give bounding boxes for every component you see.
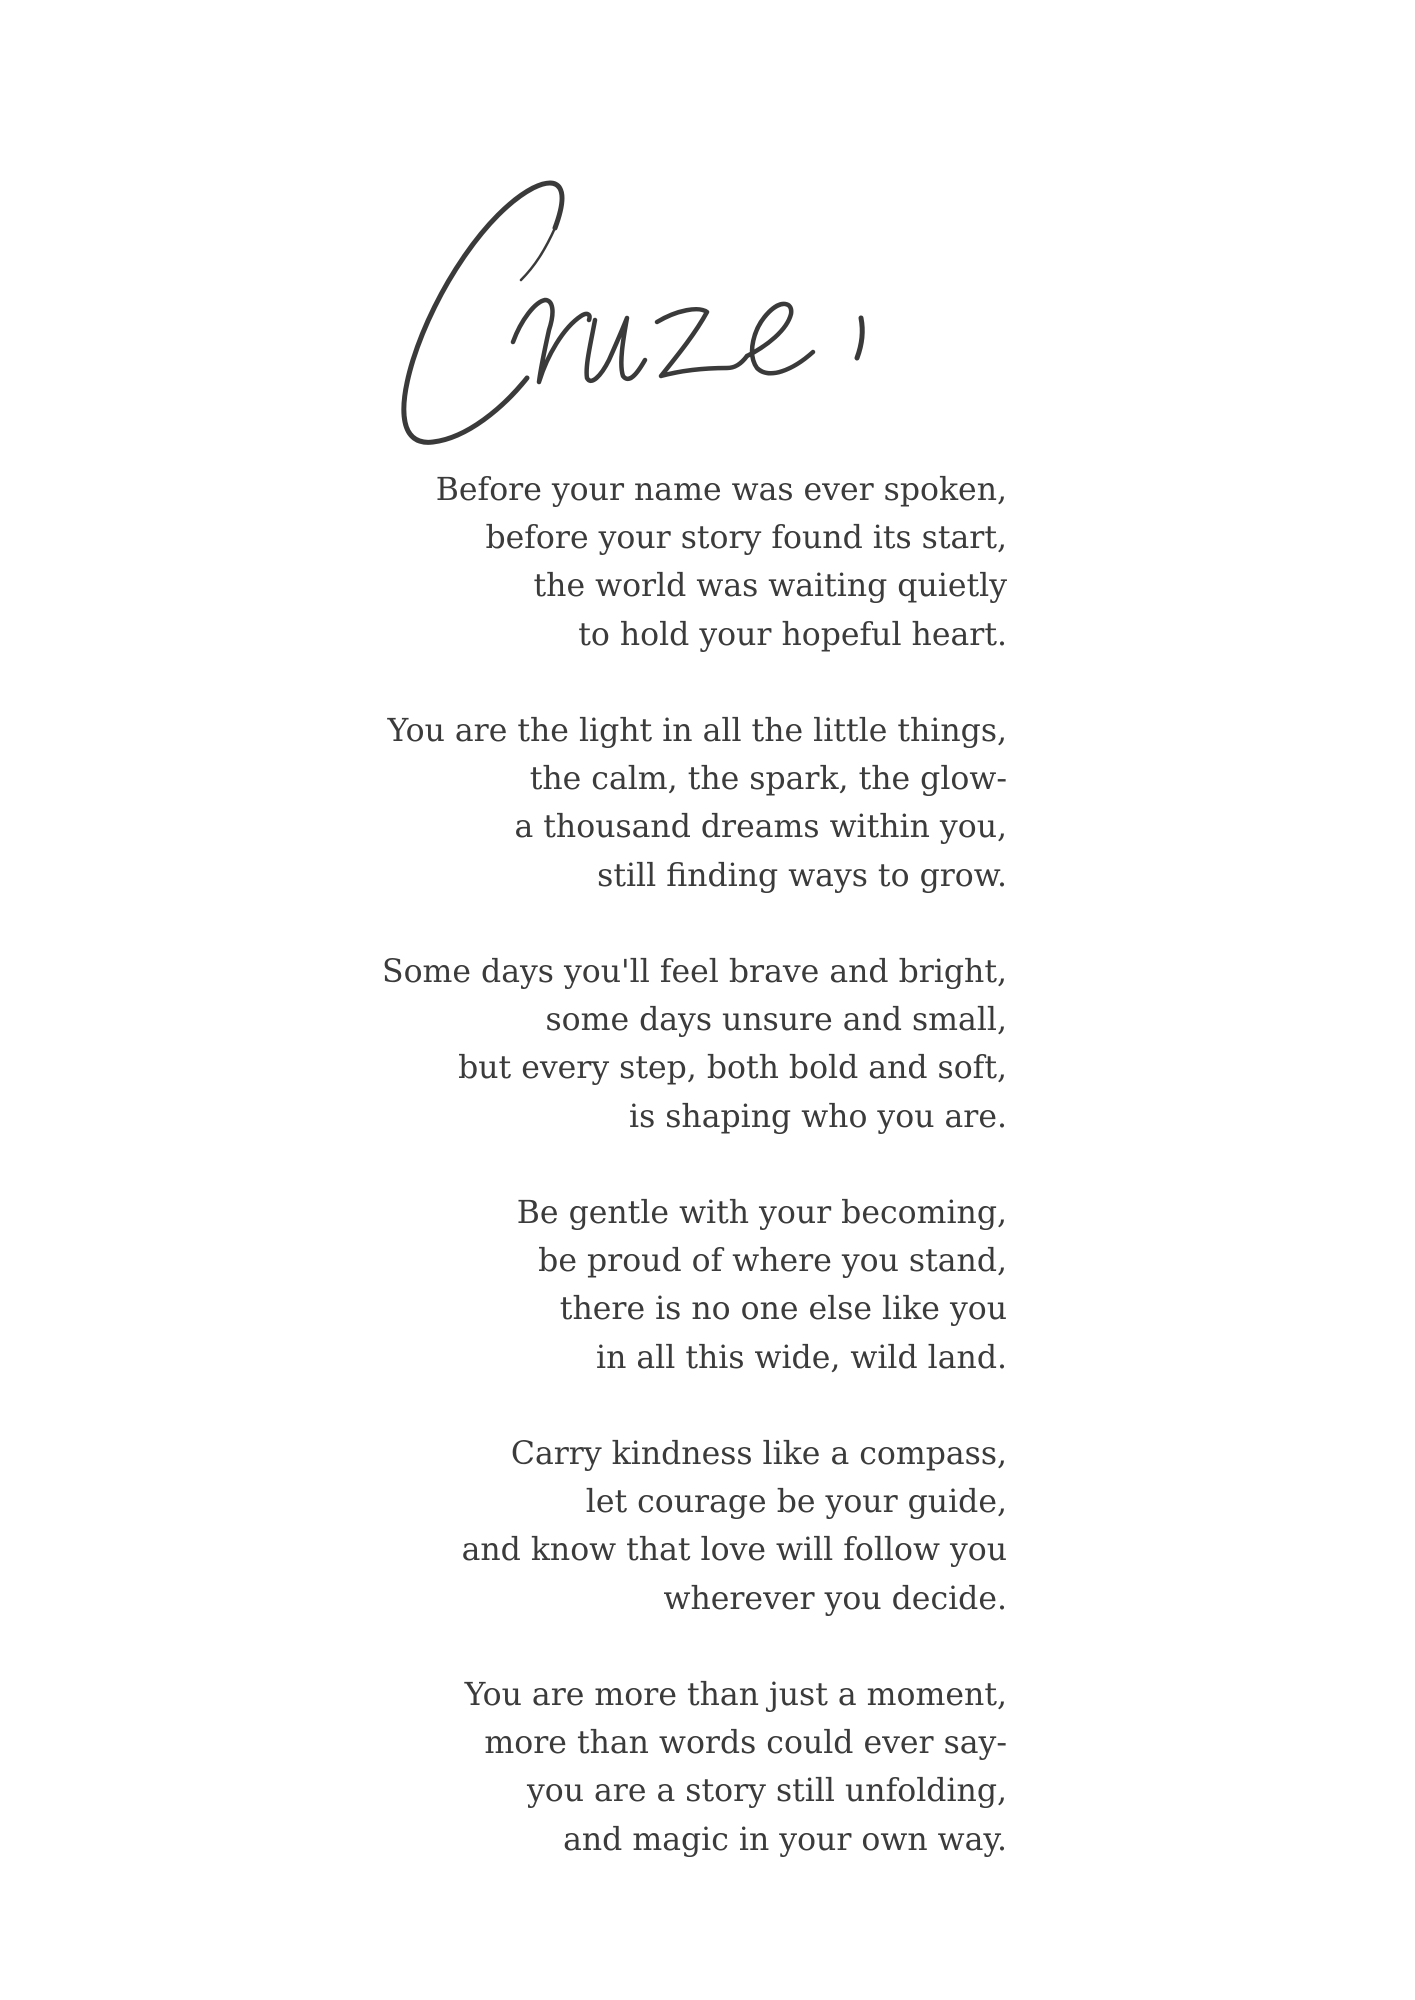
poem-line: a thousand dreams within you, (514, 809, 1007, 846)
stanza-1 (247, 466, 1007, 659)
script-title-graphic (395, 170, 975, 470)
stanza-6 (247, 1671, 1007, 1864)
poem-line: be proud of where you stand, (538, 1243, 1007, 1280)
poem-line: before your story found its start, (485, 520, 1007, 557)
poem-line: and know that love will follow you (461, 1532, 1007, 1569)
poem-body (247, 466, 1007, 1864)
poem-line: still finding ways to grow. (597, 857, 1007, 894)
poem-line: let courage be your guide, (585, 1484, 1007, 1521)
poem-line: Before your name was ever spoken, (435, 472, 1007, 508)
poem-line: you are a story still unfolding, (526, 1773, 1007, 1810)
poem-line: to hold your hopeful heart. (578, 616, 1007, 653)
poem-line: but every step, both bold and soft, (458, 1050, 1007, 1087)
script-letter-c-hairline (521, 228, 555, 280)
poem-line: some days unsure and small, (545, 1002, 1007, 1039)
poem-line: there is no one else like you (559, 1291, 1007, 1328)
poem-line: more than words could ever say- (484, 1725, 1007, 1762)
poem-line: You are the light in all the little things, (387, 713, 1007, 749)
stanza-4 (247, 1189, 1007, 1382)
script-letter-c (404, 183, 562, 442)
poem-line: Some days you'll feel brave and bright, (381, 954, 1007, 990)
poem-line: You are more than just a moment, (464, 1677, 1007, 1713)
name-title (395, 170, 975, 470)
stanza-2 (247, 707, 1007, 900)
script-letter-e (747, 304, 813, 373)
poem-line: in all this wide, wild land. (596, 1339, 1007, 1376)
script-letter-z (657, 309, 747, 376)
poem-line: the world was waiting quietly (533, 568, 1007, 605)
poem-line: Carry kindness like a compass, (510, 1436, 1007, 1472)
script-letter-r (513, 300, 590, 382)
stanza-3 (247, 948, 1007, 1141)
poem-line: Be gentle with your becoming, (516, 1195, 1007, 1231)
poem-line: is shaping who you are. (629, 1098, 1007, 1135)
poem-line: wherever you decide. (663, 1580, 1007, 1617)
script-comma (857, 318, 862, 358)
poem-line: the calm, the spark, the glow- (529, 761, 1007, 798)
script-letter-u (587, 318, 645, 381)
poem-line: and magic in your own way. (563, 1821, 1007, 1858)
stanza-5 (247, 1430, 1007, 1623)
